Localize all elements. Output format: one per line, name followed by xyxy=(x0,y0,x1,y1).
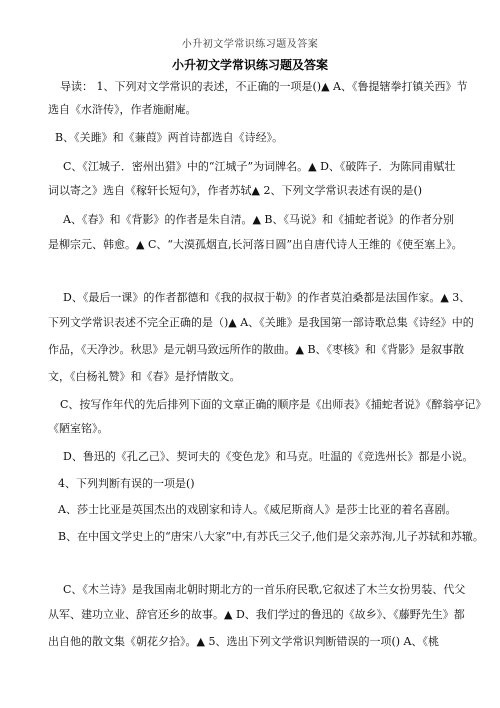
text-line: C、按写作年代的先后排列下面的文章正确的顺序是《出师表》《捕蛇者说》《醉翁亭记》 xyxy=(60,398,487,411)
text-line: 作品，《天净沙。秋思》是元朝马致远所作的散曲。▲ B、《枣核》和《背影》是叙事散 xyxy=(48,343,465,356)
text-line: 选自《水浒传》，作者施耐庵。 xyxy=(48,103,197,116)
text-line: A、《春》和《背影》的作者是朱自清。▲ B、《马说》和《捕蛇者说》的作者分别 xyxy=(63,213,454,226)
text-line: B、《关雎》和《蒹葭》两首诗都选自《诗经》。 xyxy=(55,131,284,144)
text-line: B、在中国文学史上的“唐宋八大家”中,有苏氏三父子,他们是父亲苏洵,儿子苏轼和苏辙。 xyxy=(58,530,484,543)
text-line: 出自他的散文集《朝花夕拾》。▲ 5、选出下列文学常识判断错误的一项() A、《桃 xyxy=(48,635,439,648)
text-line: 文，《白杨礼赞》和《春》是抒情散文。 xyxy=(48,370,241,383)
text-line: A、莎士比亚是英国杰出的戏剧家和诗人。《威尼斯商人》是莎士比亚的着名喜剧。 xyxy=(58,503,457,516)
text-line: D、鲁迅的《孔乙己》、契诃夫的《变色龙》和马克。吐温的《竞选州长》都是小说。 xyxy=(63,450,474,463)
text-line: C、《木兰诗》是我国南北朝时期北方的一首乐府民歌,它叙述了木兰女扮男装、代父 xyxy=(63,583,466,596)
text-line: 4、下列判断有误的一项是() xyxy=(58,477,195,490)
text-line: 《陋室铭》。 xyxy=(48,422,109,435)
text-line: 导读： 1、下列对文学常识的表述，不正确的一项是()▲ A、《鲁提辖拳打镇关西》节 xyxy=(60,80,468,93)
text-line: 下列文学常识表述不完全正确的是（)▲ A、《关雎》是我国第一部诗歌总集《诗经》中的 xyxy=(48,316,474,329)
text-line: 词以寄之》选自《稼轩长短句》，作者苏轼▲ 2、下列文学常识表述有误的是() xyxy=(48,184,423,197)
page-header: 小升初文学常识练习题及答案 xyxy=(181,39,319,50)
text-line: 是柳宗元、韩愈。▲ C、“大漠孤烟直,长河落日圆”出自唐代诗人王维的《使至塞上》。 xyxy=(48,238,463,251)
text-line: C、《江城子．密州出猎》中的“江城子”为词牌名。▲ D、《破阵子．为陈同甫赋壮 xyxy=(63,160,456,173)
document-title: 小升初文学常识练习题及答案 xyxy=(171,58,328,72)
text-line: 从军、建功立业、辞官还乡的故事。▲ D、我们学过的鲁迅的《故乡》、《藤野先生》都 xyxy=(48,608,465,621)
text-line: D、《最后一课》的作者都德和《我的叔叔于勒》的作者莫泊桑都是法国作家。▲ 3、 xyxy=(63,291,471,304)
